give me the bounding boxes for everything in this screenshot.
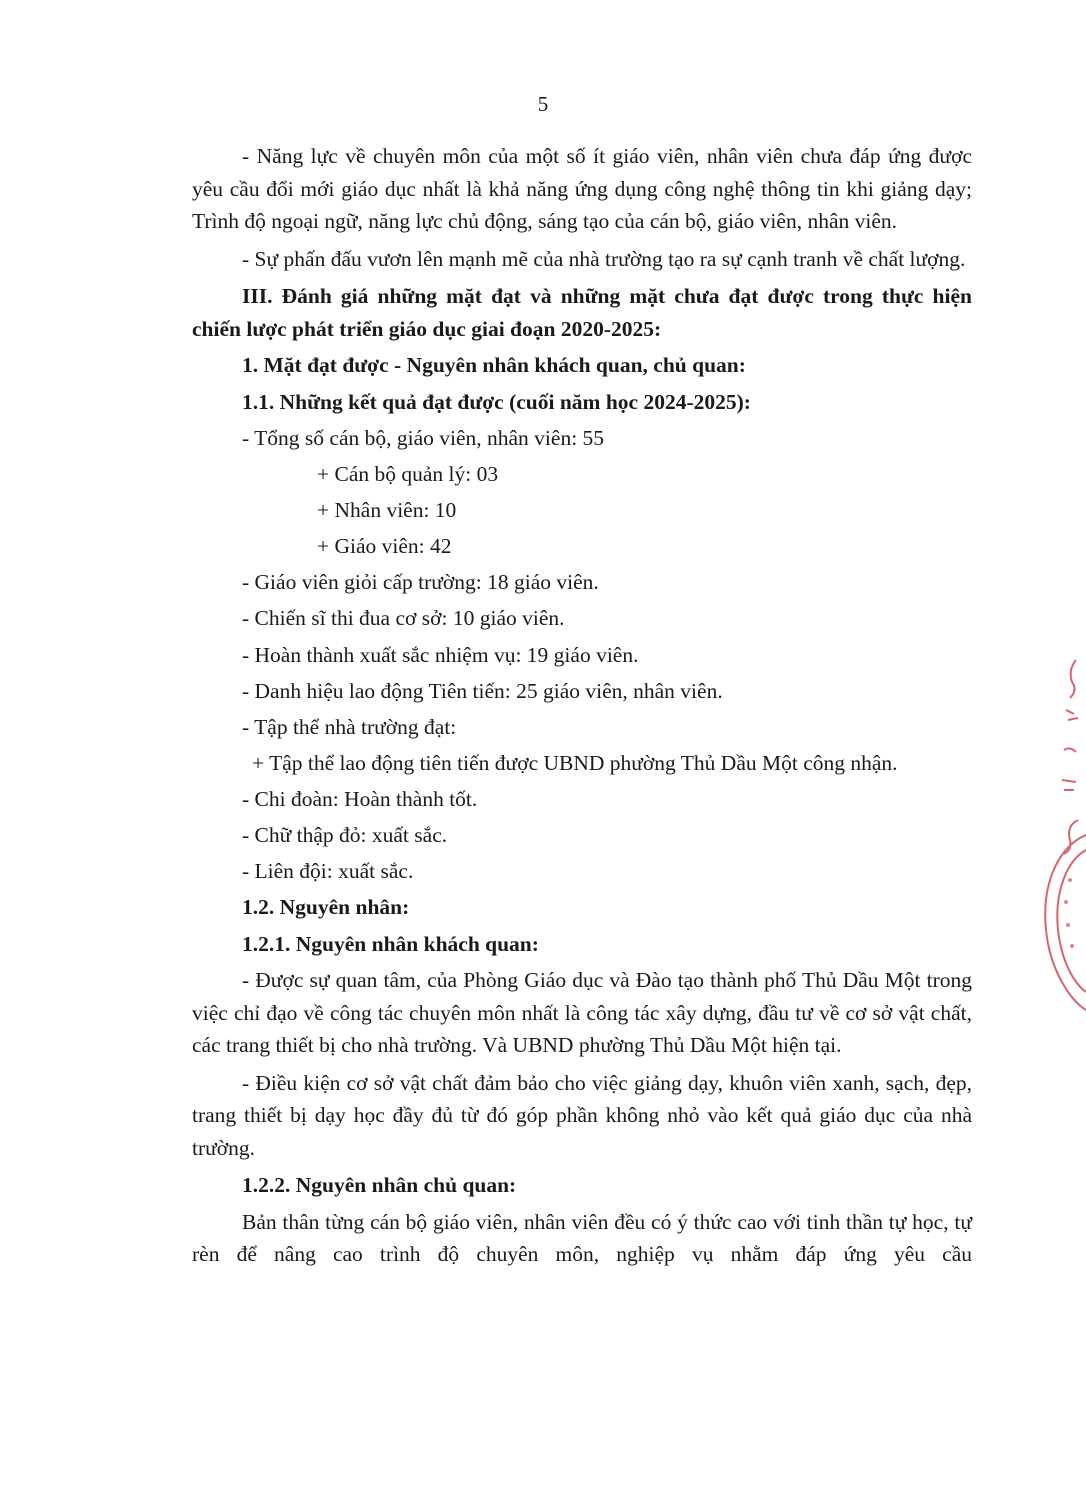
result-red-cross: - Chữ thập đỏ: xuất sắc. <box>242 823 448 848</box>
result-excellent: - Hoàn thành xuất sắc nhiệm vụ: 19 giáo viên. <box>242 642 639 667</box>
result-emulation: - Chiến sĩ thi đua cơ sở: 10 giáo viên. <box>242 606 565 631</box>
result-teachers: + Giáo viên: 42 <box>317 534 452 559</box>
heading-1-1: 1.1. Những kết quả đạt được (cuối năm học 2024-2025): <box>242 389 751 414</box>
result-staff: + Nhân viên: 10 <box>317 498 457 523</box>
result-collective: - Tập thể nhà trường đạt: <box>242 714 457 739</box>
paragraph-objective-support: - Được sự quan tâm, của Phòng Giáo dục và Đào tạo thành phố Thủ Dầu Một trong việc chỉ đạo về công tác chuyên môn nhất là công tác xây dựng, đầu tư về cơ sở vật chất, các trang thiết bị cho nhà trường. Và UBND phường Thủ Dầu Một hiện tại. <box>192 968 972 1058</box>
heading-1-2-1: 1.2.1. Nguyên nhân khách quan: <box>242 931 539 956</box>
document-body <box>192 140 972 1276</box>
result-managers: + Cán bộ quản lý: 03 <box>317 462 499 487</box>
result-pioneer: - Liên đội: xuất sắc. <box>242 859 414 884</box>
result-advanced: - Danh hiệu lao động Tiên tiến: 25 giáo viên, nhân viên. <box>242 678 723 703</box>
paragraph-capacity-weakness: - Năng lực về chuyên môn của một số ít giáo viên, nhân viên chưa đáp ứng được yêu cầu đổi mới giáo dục nhất là khả năng ứng dụng công nghệ thông tin khi giảng dạy; Trình độ ngoại ngữ, năng lực chủ động, sáng tạo của cán bộ, giáo viên, nhân viên. <box>192 144 972 233</box>
result-youth-union: - Chi đoàn: Hoàn thành tốt. <box>242 786 478 811</box>
section-3-heading: III. Đánh giá những mặt đạt và những mặt chưa đạt được trong thực hiện chiến lược phát triển giáo dục giai đoạn 2020-2025: <box>192 284 972 341</box>
heading-1-2-2: 1.2.2. Nguyên nhân chủ quan: <box>242 1173 517 1198</box>
heading-1: 1. Mặt đạt được - Nguyên nhân khách quan, chủ quan: <box>242 353 746 377</box>
result-total-staff: - Tổng số cán bộ, giáo viên, nhân viên: 55 <box>242 426 605 450</box>
paragraph-objective-facilities: - Điều kiện cơ sở vật chất đảm bảo cho việc giảng dạy, khuôn viên xanh, sạch, đẹp, trang thiết bị dạy học đầy đủ từ đó góp phần không nhỏ vào kết quả giáo dục của nhà trường. <box>192 1070 972 1160</box>
paragraph-competition: - Sự phấn đấu vươn lên mạnh mẽ của nhà trường tạo ra sự cạnh tranh về chất lượng. <box>242 246 966 271</box>
partial-seal-stamp <box>1026 640 1086 1020</box>
result-collective-detail: + Tập thể lao động tiên tiến được UBND phường Thủ Dầu Một công nhận. <box>252 750 898 775</box>
result-good-teachers: - Giáo viên giỏi cấp trường: 18 giáo viên. <box>242 570 599 595</box>
paragraph-subjective: Bản thân từng cán bộ giáo viên, nhân viên đều có ý thức cao với tinh thần tự học, tự rèn để nâng cao trình độ chuyên môn, nghiệp vụ nhằm đáp ứng yêu cầu <box>192 1209 972 1267</box>
heading-1-2: 1.2. Nguyên nhân: <box>242 895 410 920</box>
page-number: 5 <box>537 92 549 116</box>
